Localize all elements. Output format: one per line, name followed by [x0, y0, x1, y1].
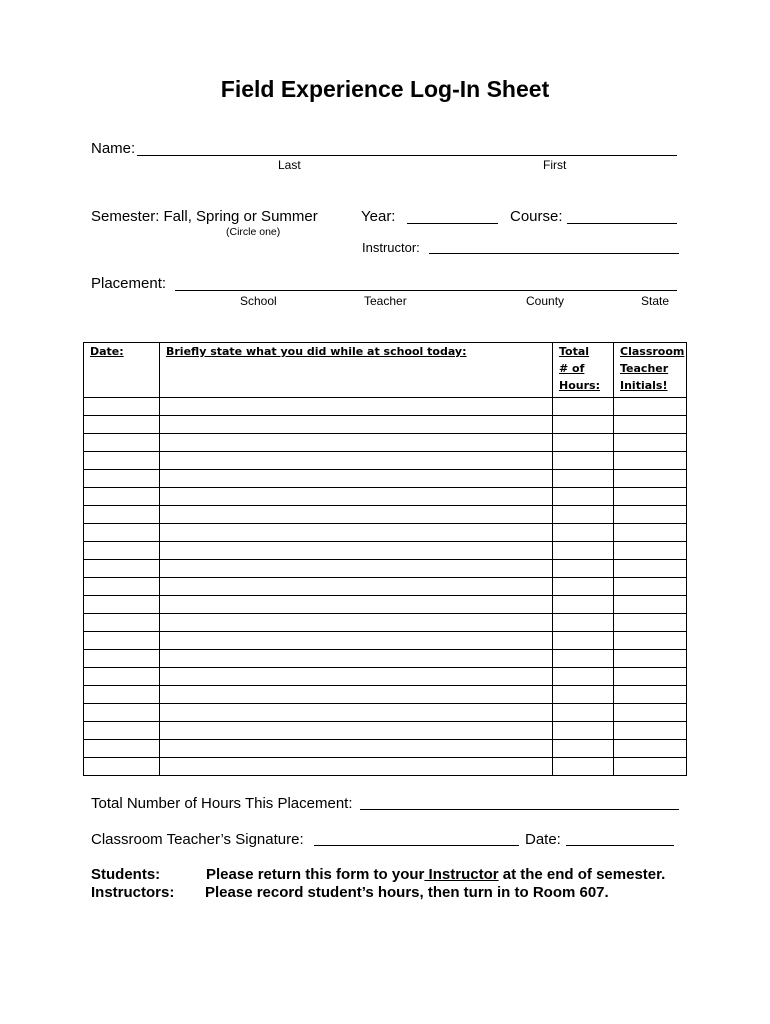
row-initials-cell[interactable] [614, 470, 687, 488]
row-date-cell[interactable] [84, 722, 160, 740]
placement-school-caption: School [240, 294, 277, 308]
table-row [84, 416, 687, 434]
signature-field[interactable] [314, 829, 519, 845]
row-initials-cell[interactable] [614, 542, 687, 560]
semester-note: (Circle one) [226, 226, 281, 238]
row-activity-cell[interactable] [160, 578, 553, 596]
instructors-note: Please record student’s hours, then turn in to Room 607. [205, 884, 609, 901]
header-activity: Briefly state what you did while at school today: [160, 343, 553, 398]
table-header-row [84, 343, 687, 398]
row-hours-cell[interactable] [553, 542, 614, 560]
row-initials-cell[interactable] [614, 686, 687, 704]
header-date: Date: [84, 343, 160, 398]
table-row [84, 650, 687, 668]
signature-label: Classroom Teacher’s Signature: [91, 831, 304, 848]
table-row [84, 596, 687, 614]
row-date-cell[interactable] [84, 758, 160, 776]
table-row [84, 398, 687, 416]
row-hours-cell[interactable] [553, 416, 614, 434]
row-date-cell[interactable] [84, 596, 160, 614]
table-row [84, 632, 687, 650]
signature-date-field[interactable] [566, 829, 674, 845]
row-date-cell[interactable] [84, 632, 160, 650]
table-row [84, 722, 687, 740]
instructors-label: Instructors: [91, 884, 175, 901]
row-initials-cell[interactable] [614, 560, 687, 578]
row-activity-cell[interactable] [160, 542, 553, 560]
name-first-caption: First [543, 158, 567, 172]
row-hours-cell[interactable] [553, 452, 614, 470]
row-date-cell[interactable] [84, 398, 160, 416]
row-initials-cell[interactable] [614, 722, 687, 740]
row-initials-cell[interactable] [614, 668, 687, 686]
row-activity-cell[interactable] [160, 398, 553, 416]
row-date-cell[interactable] [84, 578, 160, 596]
log-table [83, 342, 687, 776]
table-row [84, 434, 687, 452]
year-field[interactable] [407, 207, 498, 223]
name-line [137, 155, 677, 156]
row-activity-cell[interactable] [160, 596, 553, 614]
row-activity-cell[interactable] [160, 470, 553, 488]
table-row [84, 704, 687, 722]
instructor-line [429, 253, 679, 254]
row-activity-cell[interactable] [160, 614, 553, 632]
placement-line [175, 290, 677, 291]
name-last-caption: Last [278, 158, 301, 172]
year-line [407, 223, 498, 224]
row-hours-cell[interactable] [553, 578, 614, 596]
row-date-cell[interactable] [84, 416, 160, 434]
row-date-cell[interactable] [84, 740, 160, 758]
row-hours-cell[interactable] [553, 596, 614, 614]
row-activity-cell[interactable] [160, 686, 553, 704]
instructor-field[interactable] [429, 237, 679, 253]
row-hours-cell[interactable] [553, 650, 614, 668]
row-date-cell[interactable] [84, 434, 160, 452]
row-activity-cell[interactable] [160, 506, 553, 524]
row-activity-cell[interactable] [160, 632, 553, 650]
row-hours-cell[interactable] [553, 470, 614, 488]
row-hours-cell[interactable] [553, 722, 614, 740]
table-row [84, 740, 687, 758]
row-hours-cell[interactable] [553, 560, 614, 578]
row-date-cell[interactable] [84, 488, 160, 506]
row-date-cell[interactable] [84, 524, 160, 542]
table-row [84, 542, 687, 560]
row-initials-cell[interactable] [614, 650, 687, 668]
row-hours-cell[interactable] [553, 668, 614, 686]
signature-line [314, 845, 519, 846]
row-activity-cell[interactable] [160, 560, 553, 578]
row-date-cell[interactable] [84, 686, 160, 704]
row-activity-cell[interactable] [160, 740, 553, 758]
row-hours-cell[interactable] [553, 524, 614, 542]
placement-teacher-caption: Teacher [364, 294, 407, 308]
row-activity-cell[interactable] [160, 668, 553, 686]
row-date-cell[interactable] [84, 668, 160, 686]
table-row [84, 758, 687, 776]
table-row [84, 452, 687, 470]
table-row [84, 470, 687, 488]
table-row [84, 614, 687, 632]
row-date-cell[interactable] [84, 704, 160, 722]
placement-field[interactable] [175, 274, 677, 290]
row-hours-cell[interactable] [553, 632, 614, 650]
row-hours-cell[interactable] [553, 506, 614, 524]
row-initials-cell[interactable] [614, 740, 687, 758]
row-hours-cell[interactable] [553, 740, 614, 758]
row-initials-cell[interactable] [614, 524, 687, 542]
name-field[interactable] [137, 139, 677, 155]
row-initials-cell[interactable] [614, 506, 687, 524]
row-date-cell[interactable] [84, 614, 160, 632]
row-initials-cell[interactable] [614, 758, 687, 776]
row-initials-cell[interactable] [614, 452, 687, 470]
signature-date-line [566, 845, 674, 846]
row-activity-cell[interactable] [160, 452, 553, 470]
placement-county-caption: County [526, 294, 565, 308]
table-row [84, 668, 687, 686]
row-activity-cell[interactable] [160, 416, 553, 434]
row-activity-cell[interactable] [160, 434, 553, 452]
table-row [84, 506, 687, 524]
row-hours-cell[interactable] [553, 488, 614, 506]
row-initials-cell[interactable] [614, 596, 687, 614]
row-date-cell[interactable] [84, 452, 160, 470]
row-activity-cell[interactable] [160, 722, 553, 740]
course-line [567, 223, 677, 224]
students-note: Please return this form to your Instructor at the end of semester. [206, 866, 666, 883]
row-initials-cell[interactable] [614, 488, 687, 506]
page-title: Field Experience Log-In Sheet [220, 76, 550, 102]
header-initials: Classroom Teacher Initials! [614, 343, 687, 398]
placement-state-caption: State [641, 294, 670, 308]
table-row [84, 488, 687, 506]
year-label: Year: [361, 208, 396, 225]
row-date-cell[interactable] [84, 506, 160, 524]
row-activity-cell[interactable] [160, 704, 553, 722]
row-date-cell[interactable] [84, 650, 160, 668]
row-initials-cell[interactable] [614, 416, 687, 434]
course-field[interactable] [567, 207, 677, 223]
placement-label: Placement: [91, 275, 167, 292]
row-initials-cell[interactable] [614, 704, 687, 722]
name-label: Name: [91, 140, 136, 157]
total-hours-line [360, 809, 679, 810]
row-hours-cell[interactable] [553, 704, 614, 722]
row-date-cell[interactable] [84, 470, 160, 488]
row-hours-cell[interactable] [553, 614, 614, 632]
row-hours-cell[interactable] [553, 758, 614, 776]
row-activity-cell[interactable] [160, 758, 553, 776]
table-row [84, 560, 687, 578]
semester-label[interactable]: Semester: Fall, Spring or Summer [91, 208, 318, 225]
log-table-body [84, 398, 687, 776]
header-hours: Total # of Hours: [553, 343, 614, 398]
row-activity-cell[interactable] [160, 488, 553, 506]
table-row [84, 686, 687, 704]
instructor-emphasis: Instructor [424, 866, 499, 883]
row-initials-cell[interactable] [614, 614, 687, 632]
total-hours-label: Total Number of Hours This Placement: [91, 795, 353, 812]
row-initials-cell[interactable] [614, 632, 687, 650]
row-date-cell[interactable] [84, 542, 160, 560]
row-activity-cell[interactable] [160, 524, 553, 542]
row-hours-cell[interactable] [553, 686, 614, 704]
total-hours-field[interactable] [360, 793, 679, 809]
row-initials-cell[interactable] [614, 434, 687, 452]
row-activity-cell[interactable] [160, 650, 553, 668]
row-initials-cell[interactable] [614, 398, 687, 416]
row-date-cell[interactable] [84, 560, 160, 578]
table-row [84, 578, 687, 596]
row-hours-cell[interactable] [553, 434, 614, 452]
row-initials-cell[interactable] [614, 578, 687, 596]
instructor-label: Instructor: [362, 240, 420, 255]
table-row [84, 524, 687, 542]
signature-date-label: Date: [525, 831, 561, 848]
course-label: Course: [510, 208, 563, 225]
students-label: Students: [91, 866, 161, 883]
row-hours-cell[interactable] [553, 398, 614, 416]
